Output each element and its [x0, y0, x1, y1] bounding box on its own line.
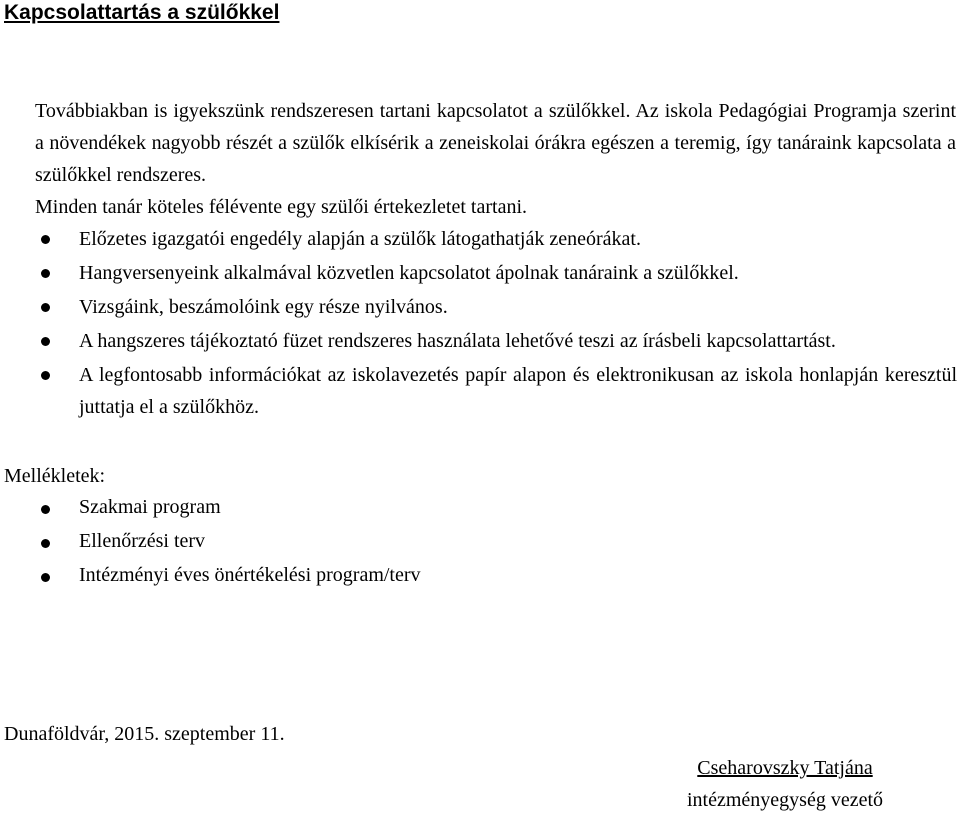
intro-line: Továbbiakban is igyekszünk rendszeresen tartani kapcsolatot a szülőkkel. Az iskola Pedagógiai Programja szerint a növendékek nagyobb részét a szülők elkísérik a zeneiskolai órákra egészen a teremig, így tanáraink kapcsolata a szülőkkel rendszeres.	[35, 100, 956, 186]
annex-item	[0, 559, 421, 593]
annex-list	[0, 491, 421, 593]
annex-item	[0, 525, 421, 559]
bullet-icon	[41, 303, 50, 312]
list-item-text: Előzetes igazgatói engedély alapján a szülők látogathatják zeneórákat.	[79, 228, 641, 250]
list-item	[0, 325, 957, 357]
list-item	[0, 223, 957, 255]
bullet-icon	[41, 539, 50, 548]
bullet-icon	[41, 337, 50, 346]
signature-block	[660, 752, 910, 816]
bullet-icon	[41, 573, 50, 582]
list-item	[0, 359, 957, 423]
intro-line: Minden tanár köteles félévente egy szülői értekezletet tartani.	[35, 196, 528, 218]
bullet-icon	[41, 235, 50, 244]
list-item	[0, 257, 957, 289]
bullet-icon	[41, 269, 50, 278]
bullet-icon	[41, 371, 50, 380]
signature-title: intézményegység vezető	[686, 789, 884, 811]
annex-item-text: Intézményi éves önértékelési program/terv	[79, 564, 421, 586]
intro-paragraph	[35, 95, 956, 223]
list-item-text: A legfontosabb információkat az iskolavezetés papír alapon és elektronikusan az iskola honlapján keresztül juttatja el a szülőkhöz.	[79, 364, 957, 418]
contact-bullet-list	[0, 223, 957, 425]
signature-name: Cseharovszky Tatjána	[697, 757, 873, 779]
annex-heading: Mellékletek:	[4, 465, 106, 487]
list-item-text: Vizsgáink, beszámolóink egy része nyilvános.	[79, 296, 448, 318]
list-item	[0, 291, 957, 323]
annex-item-text: Ellenőrzési terv	[79, 530, 206, 552]
bullet-icon	[41, 505, 50, 514]
section-heading: Kapcsolattartás a szülőkkel	[4, 1, 280, 24]
annex-item	[0, 491, 421, 525]
list-item-text: Hangversenyeink alkalmával közvetlen kapcsolatot ápolnak tanáraink a szülőkkel.	[79, 262, 739, 284]
annex-item-text: Szakmai program	[79, 496, 221, 518]
list-item-text: A hangszeres tájékoztató füzet rendszeres használata lehetővé teszi az írásbeli kapcsolattartást.	[79, 330, 836, 352]
document-date: Dunaföldvár, 2015. szeptember 11.	[4, 723, 285, 745]
